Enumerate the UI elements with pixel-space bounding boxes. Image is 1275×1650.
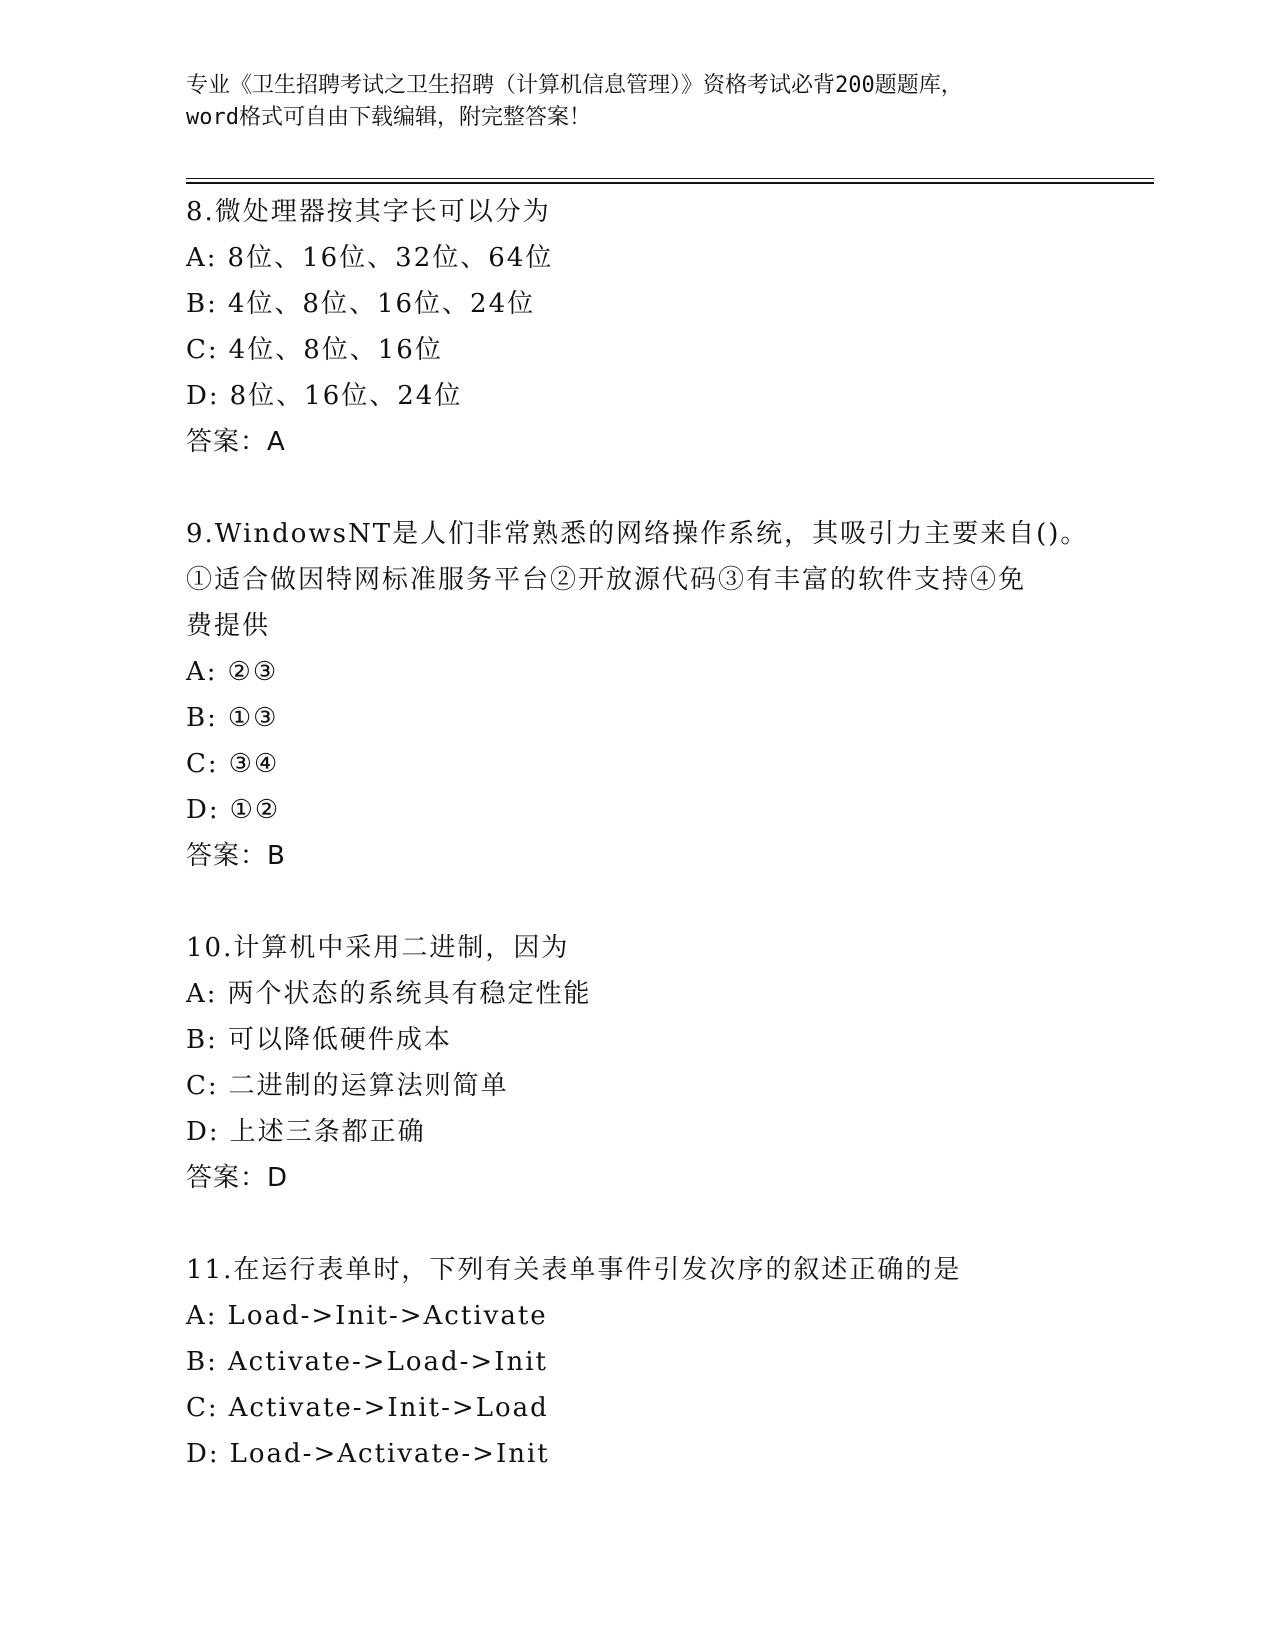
question-stem: 8.微处理器按其字长可以分为 — [186, 197, 551, 227]
option-c — [186, 1063, 1086, 1109]
option-c — [186, 327, 1086, 373]
option-label: B: — [186, 1347, 218, 1377]
option-text: 4位、8位、16位 — [228, 335, 443, 365]
spacer — [186, 879, 1086, 925]
option-label: A: — [186, 657, 218, 687]
question-stem-continued: 费提供 — [186, 611, 271, 641]
option-label: C: — [186, 335, 219, 365]
option-label: B: — [186, 289, 218, 319]
option-label: A: — [186, 979, 218, 1009]
question-11 — [186, 1247, 1086, 1477]
question-9 — [186, 511, 1089, 879]
answer-line: 答案：A — [186, 427, 286, 457]
option-text: ①③ — [227, 703, 279, 733]
option-text: 4位、8位、16位、24位 — [227, 289, 536, 319]
option-text: 二进制的运算法则简单 — [228, 1071, 509, 1101]
question-stem: 9.WindowsNT是人们非常熟悉的网络操作系统，其吸引力主要来自()。 — [186, 519, 1089, 549]
option-d — [186, 1109, 1086, 1155]
option-label: C: — [186, 749, 219, 779]
question-10 — [186, 925, 1086, 1201]
option-label: B: — [186, 703, 218, 733]
option-text: ②③ — [227, 657, 279, 687]
option-a — [186, 649, 1086, 695]
option-text: 8位、16位、24位 — [229, 381, 463, 411]
spacer — [186, 465, 1086, 511]
option-label: D: — [186, 381, 220, 411]
header-rule-thick — [186, 182, 1154, 184]
option-b — [186, 281, 1086, 327]
option-c — [186, 741, 1086, 787]
option-text: Load->Activate->Init — [229, 1439, 550, 1469]
option-a — [186, 235, 1086, 281]
option-label: D: — [186, 1117, 220, 1147]
answer-line: 答案：B — [186, 841, 286, 871]
question-8 — [186, 189, 1086, 465]
option-text: Activate->Init->Load — [228, 1393, 549, 1423]
option-text: ①② — [229, 795, 281, 825]
option-d — [186, 1431, 1086, 1477]
option-text: Load->Init->Activate — [227, 1301, 548, 1331]
question-stem: 11.在运行表单时，下列有关表单事件引发次序的叙述正确的是 — [186, 1255, 962, 1285]
option-text: Activate->Load->Init — [227, 1347, 548, 1377]
option-label: A: — [186, 243, 218, 273]
option-label: C: — [186, 1071, 219, 1101]
header-rule-thin — [186, 178, 1154, 179]
option-label: A: — [186, 1301, 218, 1331]
option-a — [186, 971, 1086, 1017]
header-line-2: word格式可自由下载编辑，附完整答案！ — [186, 105, 591, 130]
header-line-1: 专业《卫生招聘考试之卫生招聘（计算机信息管理）》资格考试必背200题题库， — [186, 73, 963, 98]
question-list — [186, 189, 1089, 1477]
option-d — [186, 787, 1086, 833]
document-header — [186, 70, 1086, 134]
option-text: 上述三条都正确 — [229, 1117, 426, 1147]
option-d — [186, 373, 1086, 419]
option-text: 两个状态的系统具有稳定性能 — [227, 979, 592, 1009]
option-label: C: — [186, 1393, 219, 1423]
option-b — [186, 1017, 1086, 1063]
spacer — [186, 1201, 1086, 1247]
option-b — [186, 1339, 1086, 1385]
question-stem-continued: ①适合做因特网标准服务平台②开放源代码③有丰富的软件支持④免 — [186, 565, 1027, 595]
option-label: D: — [186, 795, 220, 825]
option-b — [186, 695, 1086, 741]
option-a — [186, 1293, 1086, 1339]
answer-line: 答案：D — [186, 1163, 289, 1193]
option-text: 可以降低硬件成本 — [227, 1025, 452, 1055]
question-stem: 10.计算机中采用二进制，因为 — [186, 933, 570, 963]
option-c — [186, 1385, 1086, 1431]
option-label: D: — [186, 1439, 220, 1469]
option-text: 8位、16位、32位、64位 — [227, 243, 554, 273]
option-text: ③④ — [228, 749, 280, 779]
option-label: B: — [186, 1025, 218, 1055]
